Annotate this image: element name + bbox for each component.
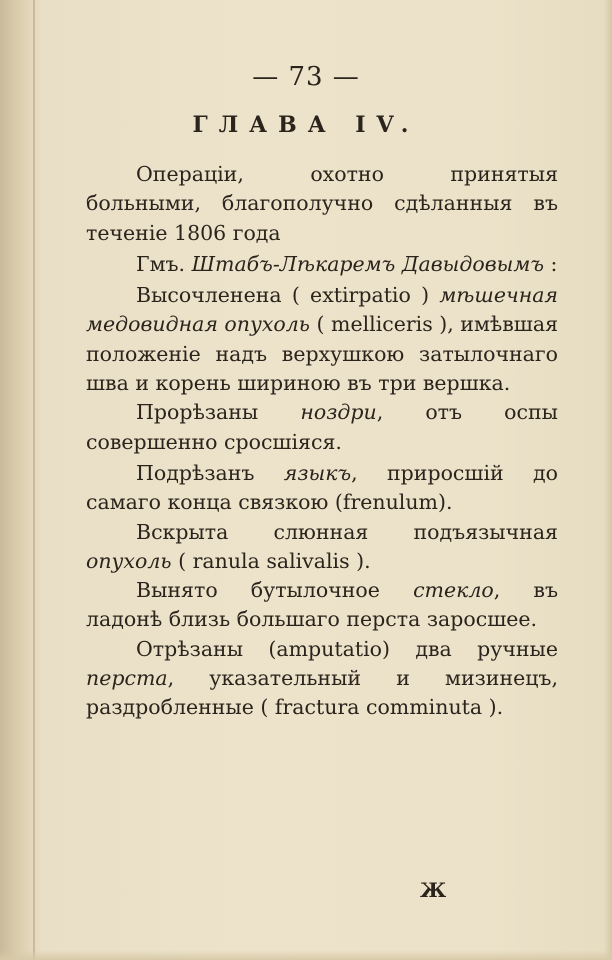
paragraph-intro: Операціи, охотно принятыя больными, благополучно сдѣланныя въ теченіе 1806 года (86, 162, 558, 245)
paragraph-tongue (86, 459, 558, 518)
paragraph-surgeon (86, 250, 558, 279)
catchword: Ж (420, 878, 447, 902)
extirpation-text-b: ( melliceris ), имѣвшая положеніе надъ верхушкою затылочнаго шва и корень шириною въ три вершка. (86, 312, 559, 396)
paragraph-nostrils (86, 398, 558, 457)
page-bottom-edge (0, 950, 612, 960)
tongue-italic: языкъ (283, 460, 352, 485)
paragraph-glass (86, 576, 558, 635)
page-right-edge (604, 0, 612, 960)
extirpation-italic: мѣшечная медовидная опухоль (86, 283, 558, 337)
amputation-text-a: Отрѣзаны (amputatio) два ручные (136, 636, 558, 661)
chapter-heading: ГЛАВА IV. (192, 112, 420, 138)
surgeon-prefix: Гмъ. (136, 251, 186, 276)
surgeon-name: Штабъ-Лѣкаремъ Давыдовымъ (191, 251, 544, 276)
ranula-text-b: ( ranula salivalis ). (178, 548, 371, 573)
glass-italic: стекло (413, 578, 494, 603)
glass-text-a: Вынято бутылочное (136, 578, 380, 603)
amputation-text-b: , указательный и мизинецъ, раздробленные ( fractura comminuta ). (86, 666, 558, 720)
page-body-text (86, 160, 558, 723)
paragraph-extirpation (86, 281, 558, 398)
paragraph-amputation (86, 635, 558, 723)
ranula-italic: опухоль (86, 548, 172, 573)
extirpation-text-a: Высочленена ( extirpatio ) (136, 283, 430, 308)
amputation-italic: перста (86, 666, 168, 691)
page-gutter-line (33, 0, 35, 960)
ranula-text-a: Вскрыта слюнная подъязычная (136, 519, 558, 544)
glass-text-b: , въ ладонѣ близь большаго перста заросшее. (86, 578, 558, 632)
paragraph-ranula (86, 518, 558, 577)
nostrils-text-b: , отъ оспы совершенно сросшіяся. (86, 400, 558, 454)
nostrils-italic: ноздри (300, 400, 377, 425)
page-binding-shadow (0, 0, 42, 960)
nostrils-text-a: Прорѣзаны (136, 400, 259, 425)
tongue-text-a: Подрѣзанъ (136, 460, 255, 485)
surgeon-suffix: : (550, 251, 558, 276)
tongue-text-b: , приросшій до самаго конца связкою (frenulum). (86, 460, 558, 515)
page-number: — 73 — (252, 62, 360, 92)
